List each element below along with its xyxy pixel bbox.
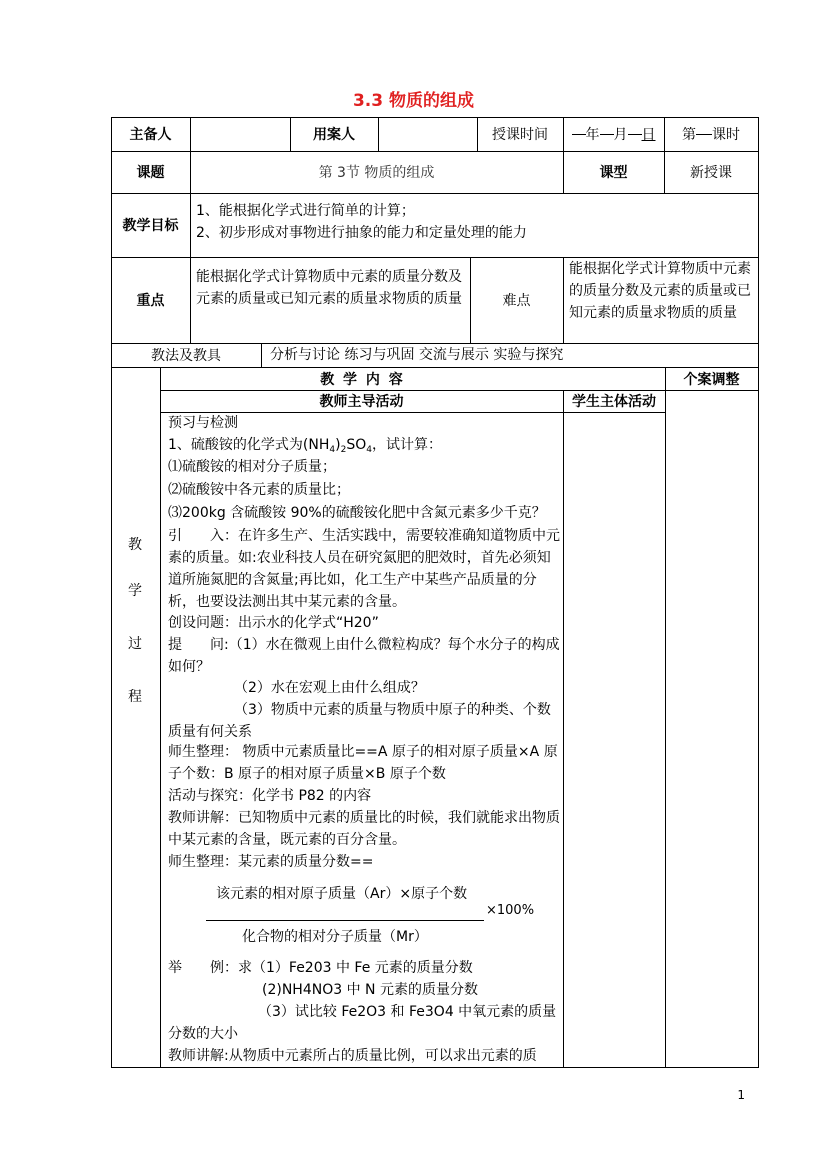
content-paragraph: （3）物质中元素的质量与物质中原子的种类、个数质量有何关系 [168, 702, 551, 740]
user-label: 用案人 [313, 127, 355, 143]
content-line: 活动与探究：化学书 P82 的内容 [168, 788, 372, 804]
topic-value: 第 3节 物质的组成 [318, 165, 435, 181]
side-label-char: 教 [128, 537, 142, 553]
side-label-char: 程 [128, 689, 142, 705]
content-paragraph: 引 入：在许多生产、生活实践中，需要较准确知道物质中元素的质量。如:农业科技人员在研究氮肥的肥效时，首先必须知道所施氮肥的含氮量;再比如，化工生产中某些产品质量的分析，也要设法测出其中某元素的含量。 [168, 528, 560, 610]
goal-item: 1、能根据化学式进行简单的计算； [196, 203, 415, 219]
lead-label: 主备人 [129, 127, 172, 143]
methods-value: 分析与讨论 练习与巩固 交流与展示 实验与探究 [270, 347, 564, 363]
document-title: 3.3 物质的组成 [352, 91, 475, 111]
content-line: ⑵硫酸铵中各元素的质量比； [168, 482, 350, 498]
side-label-char: 过 [128, 636, 142, 652]
content-line: 教师讲解:从物质中元素所占的质量比例，可以求出元素的质 [168, 1048, 537, 1064]
time-label: 授课时间 [492, 127, 548, 143]
date-field: 年 月 日 [563, 117, 664, 151]
student-header: 学生主体活动 [572, 394, 656, 410]
content-line: (2)NH4NO3 中 N 元素的质量分数 [262, 982, 478, 998]
page-number: 1 [737, 1088, 745, 1102]
content-line: 师生整理：某元素的质量分数== [168, 854, 374, 870]
fraction-bar [206, 920, 484, 921]
content-line: 预习与检测 [168, 415, 238, 431]
goals-label: 教学目标 [122, 218, 179, 234]
content-paragraph: （3）试比较 Fe2O3 和 Fe3O4 中氧元素的质量分数的大小 [168, 1004, 557, 1042]
difficulty-label: 难点 [502, 293, 531, 309]
content-line: ⑶200kg 含硫酸铵 90%的硫酸铵化肥中含氮元素多少千克？ [168, 505, 546, 521]
formula-multiplier: ×100% [486, 903, 535, 918]
content-line: （2）水在宏观上由什么组成？ [234, 680, 425, 696]
content-line: 1、硫酸铵的化学式为$(NH_4)_2SO_4$，试计算： [168, 437, 442, 455]
side-label-char: 学 [128, 583, 142, 599]
difficulty-text: 能根据化学式计算物质中元素的质量分数及元素的质量或已知元素的质量求物质的质量 [569, 261, 751, 321]
topic-label: 课题 [136, 165, 165, 181]
user-value [378, 117, 477, 151]
content-paragraph: 教师讲解：已知物质中元素的质量比的时候，我们就能求出物质中某元素的含量，既元素的百分含量。 [168, 810, 560, 848]
content-header: 教 学 内 容 [320, 371, 405, 388]
content-line: ⑴硫酸铵的相对分子质量； [168, 459, 336, 475]
content-line: 举 例：求（1）Fe203 中 Fe 元素的质量分数 [168, 960, 473, 976]
teacher-header: 教师主导活动 [319, 394, 404, 410]
type-value: 新授课 [690, 165, 732, 181]
formula-denominator: 化合物的相对分子质量（Mr） [242, 929, 428, 945]
period-field: 第 课时 [682, 127, 740, 143]
formula-numerator: 该元素的相对原子质量（Ar）×原子个数 [216, 886, 468, 902]
content-paragraph: 提 问:（1）水在微观上由什么微粒构成？每个水分子的构成如何？ [168, 637, 560, 675]
content-paragraph: 师生整理： 物质中元素质量比==A 原子的相对原子质量×A 原子个数：B 原子的相对原子质量×B 原子个数 [168, 744, 558, 782]
content-line: 创设问题：出示水的化学式“H20” [168, 615, 379, 631]
adjust-header: 个案调整 [683, 371, 740, 388]
type-label: 课型 [599, 165, 628, 181]
methods-label: 教法及教具 [151, 348, 221, 364]
focus-label: 重点 [136, 293, 165, 309]
goal-item: 2、初步形成对事物进行抽象的能力和定量处理的能力 [196, 225, 527, 241]
focus-text: 能根据化学式计算物质中元素的质量分数及元素的质量或已知元素的质量求物质的质量 [196, 269, 462, 307]
lead-value [190, 117, 290, 151]
